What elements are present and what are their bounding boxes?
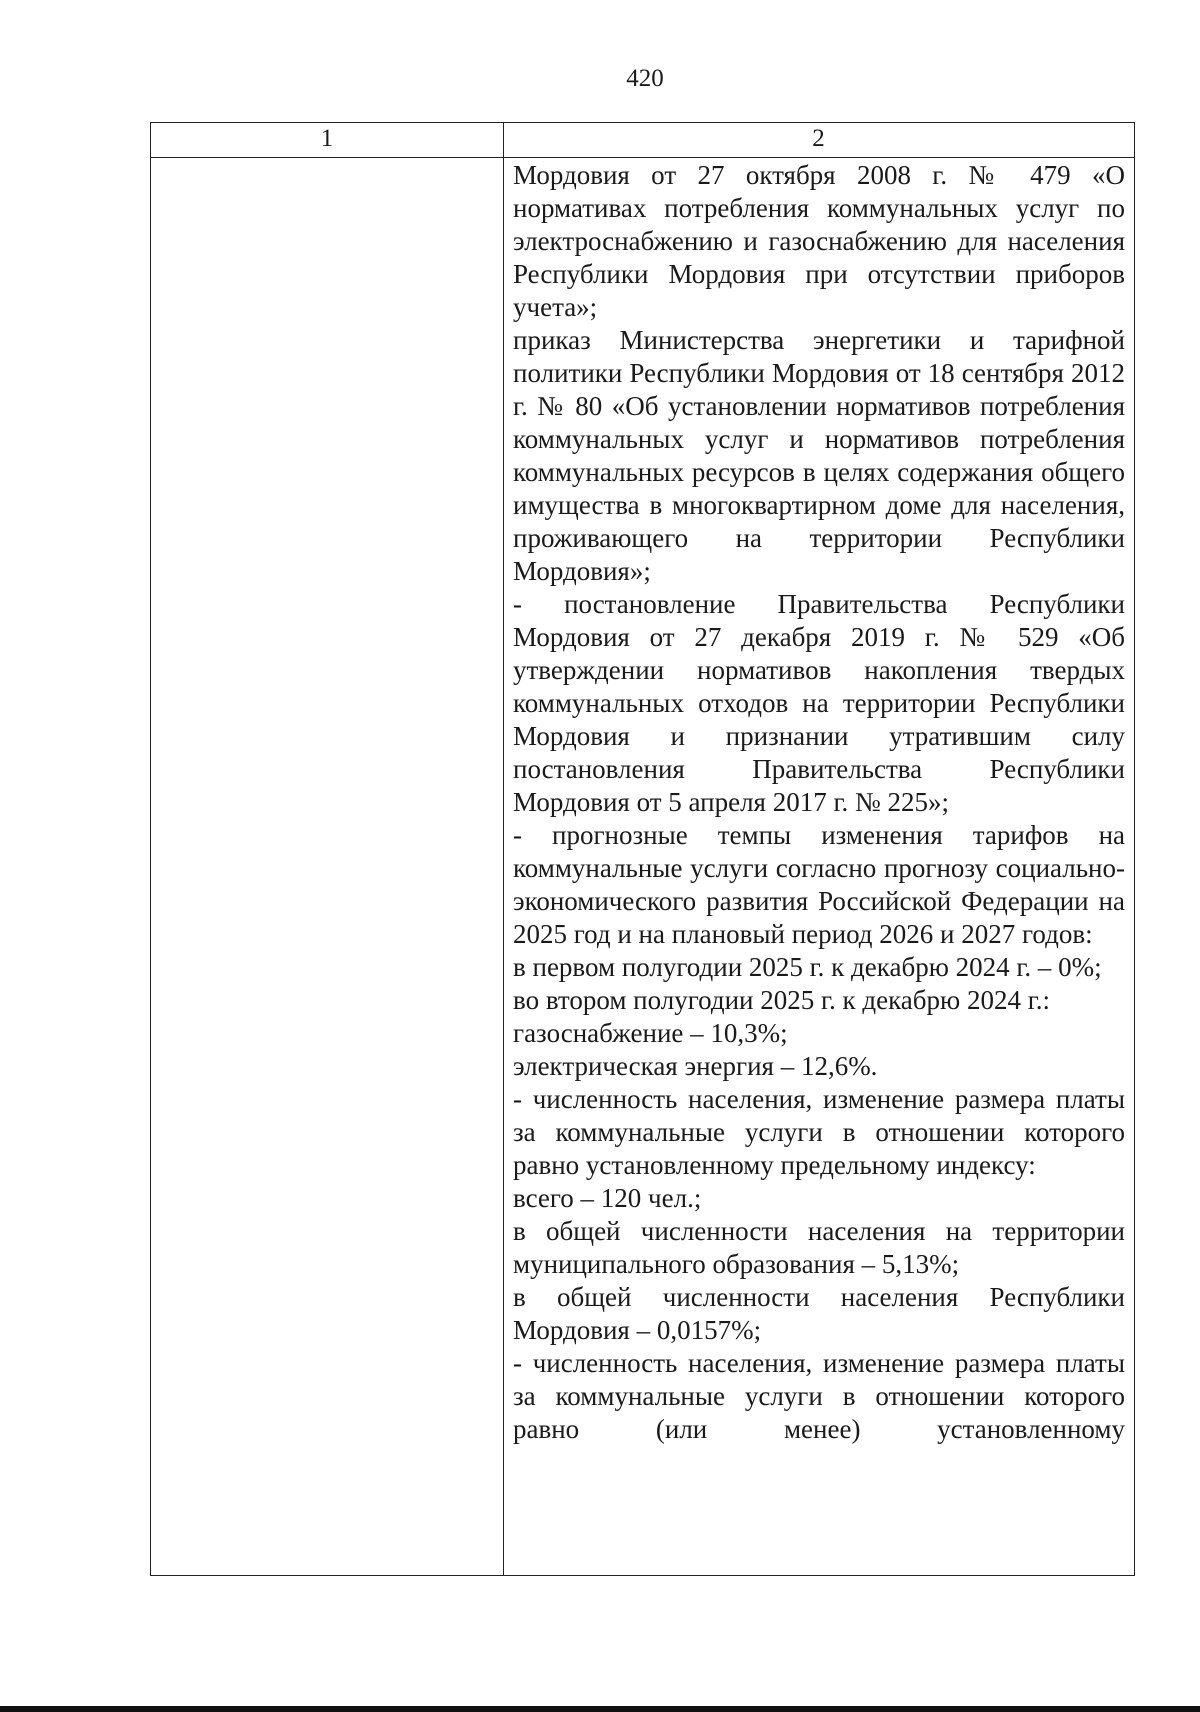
paragraph-first-half-year: в первом полугодии 2025 г. к декабрю 2024 г. – 0%;: [513, 952, 1102, 982]
column-2-content: [513, 159, 1125, 1446]
paragraph-order-80: приказ Министерства энергетики и тарифной политики Республики Мордовия от 18 сентября 2012 г. № 80 «Об установлении нормативов потребления коммунальных услуг и нормативов потребления коммунальных ресурсов в целях содержания общего имущества в многоквартирном доме для населения, проживающего на территории Республики Мордовия»;: [513, 325, 1125, 586]
scan-bottom-edge: [0, 1706, 1200, 1712]
document-table: [150, 122, 1135, 1576]
paragraph-population-less-index: - численность населения, изменение размера платы за коммунальные услуги в отношении которого равно (или менее) установленному: [513, 1348, 1125, 1444]
column-1-header: 1: [320, 125, 334, 152]
table-header-row: [151, 123, 1134, 158]
paragraph-decree-479: Мордовия от 27 октября 2008 г. № 479 «О нормативах потребления коммунальных услуг по электроснабжению и газоснабжению для населения Республики Мордовия при отсутствии приборов учета»;: [513, 160, 1125, 322]
paragraph-decree-529: - постановление Правительства Республики Мордовия от 27 декабря 2019 г. № 529 «Об утверждении нормативов накопления твердых коммунальных отходов на территории Республики Мордовия и признании утратившим силу постановления Правительства Республики Мордовия от 5 апреля 2017 г. № 225»;: [513, 589, 1125, 817]
column-2-header: 2: [812, 125, 825, 152]
paragraph-share-republic: в общей численности населения Республики Мордовия – 0,0157%;: [513, 1282, 1125, 1345]
column-divider: [503, 123, 504, 1575]
paragraph-electric-energy: электрическая энергия – 12,6%.: [513, 1051, 878, 1081]
paragraph-total-people: всего – 120 чел.;: [513, 1183, 702, 1213]
paragraph-share-municipal: в общей численности населения на территории муниципального образования – 5,13%;: [513, 1216, 1125, 1279]
page-number: 420: [626, 65, 664, 92]
paragraph-population-equal-index: - численность населения, изменение размера платы за коммунальные услуги в отношении которого равно установленному предельному индексу:: [513, 1084, 1125, 1180]
paragraph-second-half-year: во втором полугодии 2025 г. к декабрю 2024 г.:: [513, 985, 1050, 1015]
paragraph-tariff-forecast: - прогнозные темпы изменения тарифов на коммунальные услуги согласно прогнозу социально-экономического развития Российской Федерации на 2025 год и на плановый период 2026 и 2027 годов:: [513, 820, 1125, 949]
paragraph-gas-supply: газоснабжение – 10,3%;: [513, 1018, 788, 1048]
